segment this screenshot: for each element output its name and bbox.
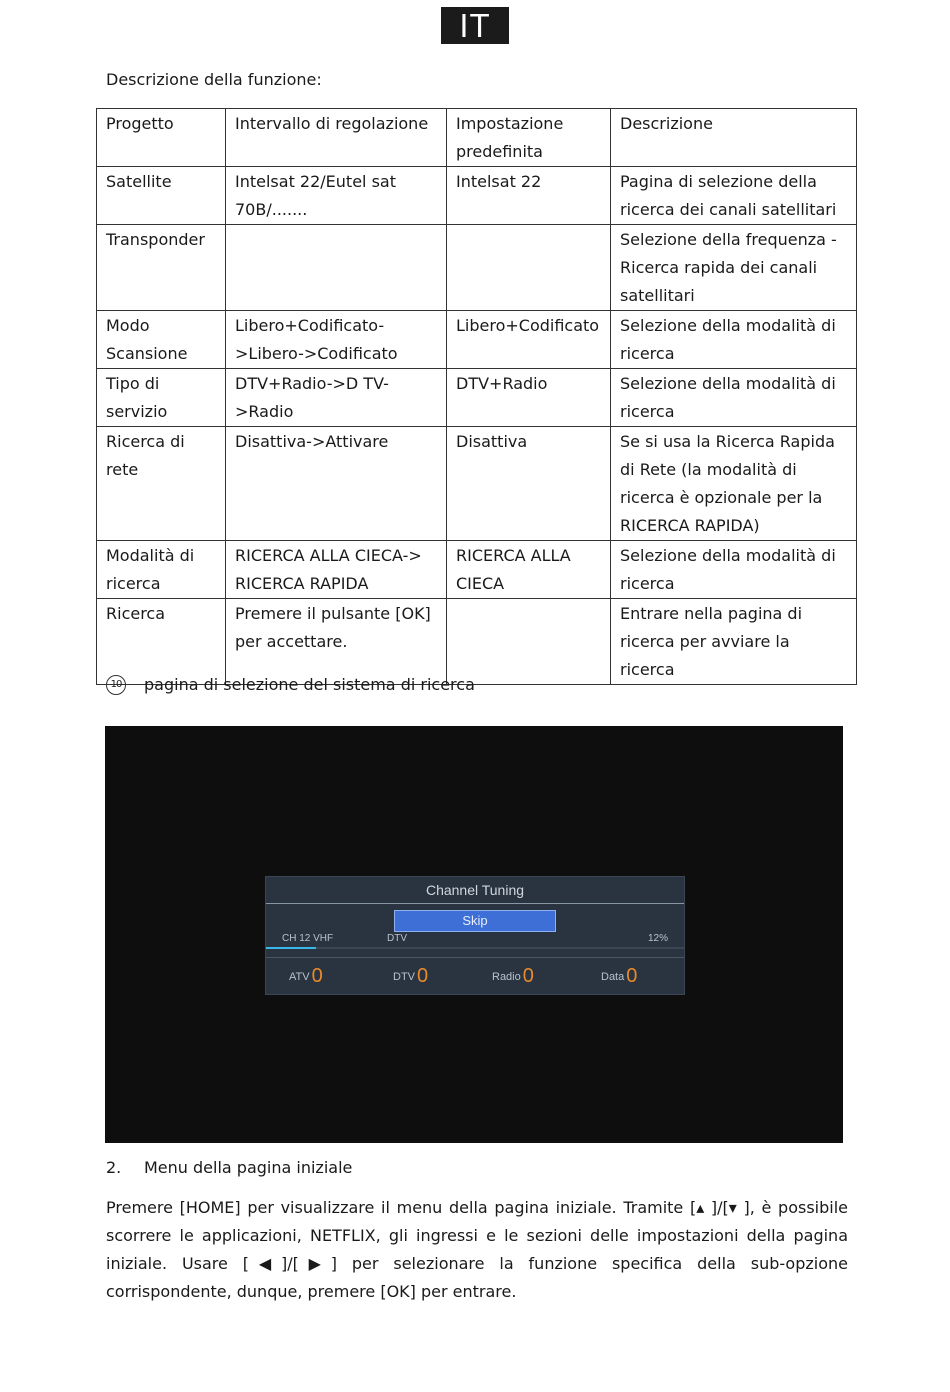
intro-text: Descrizione della funzione:: [106, 70, 322, 89]
table-row: [97, 369, 857, 427]
function-table: [96, 108, 857, 685]
channel-count-row: [266, 957, 684, 994]
table-cell: DTV+Radio: [447, 369, 611, 427]
header-cell: Impostazione predefinita: [447, 109, 611, 167]
tv-screenshot: [105, 726, 843, 1143]
circled-number: 10: [106, 675, 126, 695]
table-cell: Se si usa la Ricerca Rapida di Rete (la modalità di ricerca è opzionale per la RICERCA RAPIDA): [611, 427, 857, 541]
scan-type-info: DTV: [387, 933, 407, 944]
table-cell: Libero+Codificato->Libero->Codificato: [226, 311, 447, 369]
channel-info: CH 12 VHF: [282, 933, 334, 944]
table-cell: [447, 599, 611, 685]
data-count: Data 0: [601, 965, 638, 987]
home-menu-paragraph: Premere [HOME] per visualizzare il menu della pagina iniziale. Tramite [▴ ]/[▾ ], è possibile scorrere le applicazioni, NETFLIX, gli ingressi e le sezioni delle impostazioni della pagina iniziale. Usare [◀]/[▶] per selezionare la funzione specifica della sub-opzione corrispondente, dunque, premere [OK] per entrare.: [106, 1198, 848, 1301]
table-cell: Modo Scansione: [97, 311, 226, 369]
table-cell: Selezione della modalità di ricerca: [611, 369, 857, 427]
table-cell: Pagina di selezione della ricerca dei canali satellitari: [611, 167, 857, 225]
table-row: [97, 541, 857, 599]
table-header-row: [97, 109, 857, 167]
channel-tuning-title: Channel Tuning: [266, 877, 684, 904]
radio-count: Radio 0: [492, 965, 534, 987]
table-row: [97, 167, 857, 225]
table-cell: Premere il pulsante [OK] per accettare.: [226, 599, 447, 685]
header-cell: Descrizione: [611, 109, 857, 167]
section-10-title: pagina di selezione del sistema di ricerca: [144, 675, 475, 694]
header-cell: Progetto: [97, 109, 226, 167]
table-cell: RICERCA ALLA CIECA: [447, 541, 611, 599]
section-2-title: Menu della pagina iniziale: [144, 1158, 353, 1177]
table-cell: Libero+Codificato: [447, 311, 611, 369]
table-cell: DTV+Radio->D TV->Radio: [226, 369, 447, 427]
table-cell: [226, 225, 447, 311]
table-cell: Entrare nella pagina di ricerca per avviare la ricerca: [611, 599, 857, 685]
atv-count: ATV 0: [289, 965, 323, 987]
progress-fill: [266, 947, 316, 949]
language-badge: IT: [441, 7, 509, 44]
table-cell: Ricerca di rete: [97, 427, 226, 541]
section-2-number: 2.: [106, 1158, 122, 1177]
table-cell: Selezione della modalità di ricerca: [611, 311, 857, 369]
table-cell: Selezione della frequenza - Ricerca rapida dei canali satellitari: [611, 225, 857, 311]
table-cell: [447, 225, 611, 311]
table-row: [97, 311, 857, 369]
table-cell: Disattiva: [447, 427, 611, 541]
skip-button[interactable]: Skip: [394, 910, 556, 932]
table-row: [97, 427, 857, 541]
section-10-heading: [106, 673, 475, 697]
header-cell: Intervallo di regolazione: [226, 109, 447, 167]
table-row: [97, 225, 857, 311]
progress-percent: 12%: [647, 933, 668, 944]
progress-bar: [266, 947, 684, 949]
table-cell: Intelsat 22/Eutel sat 70B/.......: [226, 167, 447, 225]
table-cell: Tipo di servizio: [97, 369, 226, 427]
section-2-heading: [106, 1156, 352, 1180]
table-cell: Intelsat 22: [447, 167, 611, 225]
channel-tuning-panel: [265, 876, 685, 995]
dtv-count: DTV 0: [393, 965, 429, 987]
table-row: [97, 599, 857, 685]
table-cell: Satellite: [97, 167, 226, 225]
table-cell: Modalità di ricerca: [97, 541, 226, 599]
table-cell: Disattiva->Attivare: [226, 427, 447, 541]
table-cell: Selezione della modalità di ricerca: [611, 541, 857, 599]
table-cell: RICERCA ALLA CIECA-> RICERCA RAPIDA: [226, 541, 447, 599]
table-cell: Ricerca: [97, 599, 226, 685]
table-cell: Transponder: [97, 225, 226, 311]
